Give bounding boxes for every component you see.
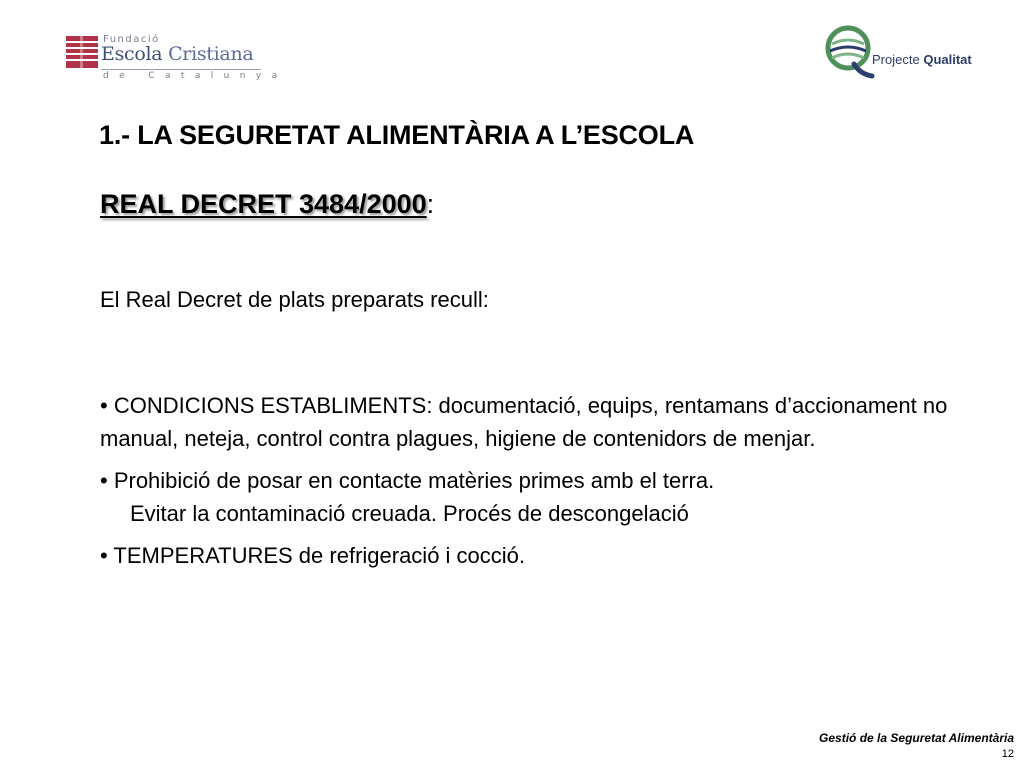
fec-logo-fundacio: Fundació xyxy=(103,34,160,45)
projecte-qualitat-brand: Qualitat xyxy=(923,52,972,67)
decree-heading xyxy=(100,189,434,220)
fec-logo-mark-icon xyxy=(66,36,98,68)
fec-logo xyxy=(66,34,288,86)
bullet-continuation: Evitar la contaminació creuada. Procés de descongelació xyxy=(130,501,689,526)
bullet-list xyxy=(100,389,980,581)
decree-heading-text: REAL DECRET 3484/2000 xyxy=(100,189,427,219)
projecte-qualitat-logo xyxy=(824,24,984,84)
decree-heading-colon: : xyxy=(426,189,435,219)
projecte-qualitat-text xyxy=(872,52,972,67)
bullet-text: • CONDICIONS ESTABLIMENTS: documentació, equips, rentamans d’accionament no manual, neteja, control contra plagues, higiene de contenidors de menjar. xyxy=(100,393,948,451)
quality-q-icon xyxy=(824,24,876,80)
footer-title: Gestió de la Seguretat Alimentària xyxy=(819,731,1014,745)
bullet-item-prohibition xyxy=(100,464,980,530)
slide-title: 1.- LA SEGURETAT ALIMENTÀRIA A L’ESCOLA xyxy=(99,120,695,150)
bullet-item-temperatures xyxy=(100,539,980,572)
fec-logo-word-cristiana: Cristiana xyxy=(168,43,254,65)
bullet-item-conditions xyxy=(100,389,980,455)
intro-text: El Real Decret de plats preparats recull: xyxy=(100,287,489,312)
fec-logo-place: de Catalunya xyxy=(103,71,288,81)
fec-logo-word-escola: Escola xyxy=(101,43,163,65)
projecte-qualitat-prefix: Projecte xyxy=(872,52,920,67)
page-number: 12 xyxy=(1001,748,1014,760)
fec-logo-divider xyxy=(101,69,261,70)
bullet-text: • TEMPERATURES de refrigeració i cocció. xyxy=(100,543,526,568)
fec-logo-name xyxy=(101,43,253,65)
bullet-text: • Prohibició de posar en contacte matèries primes amb el terra. xyxy=(100,468,715,493)
